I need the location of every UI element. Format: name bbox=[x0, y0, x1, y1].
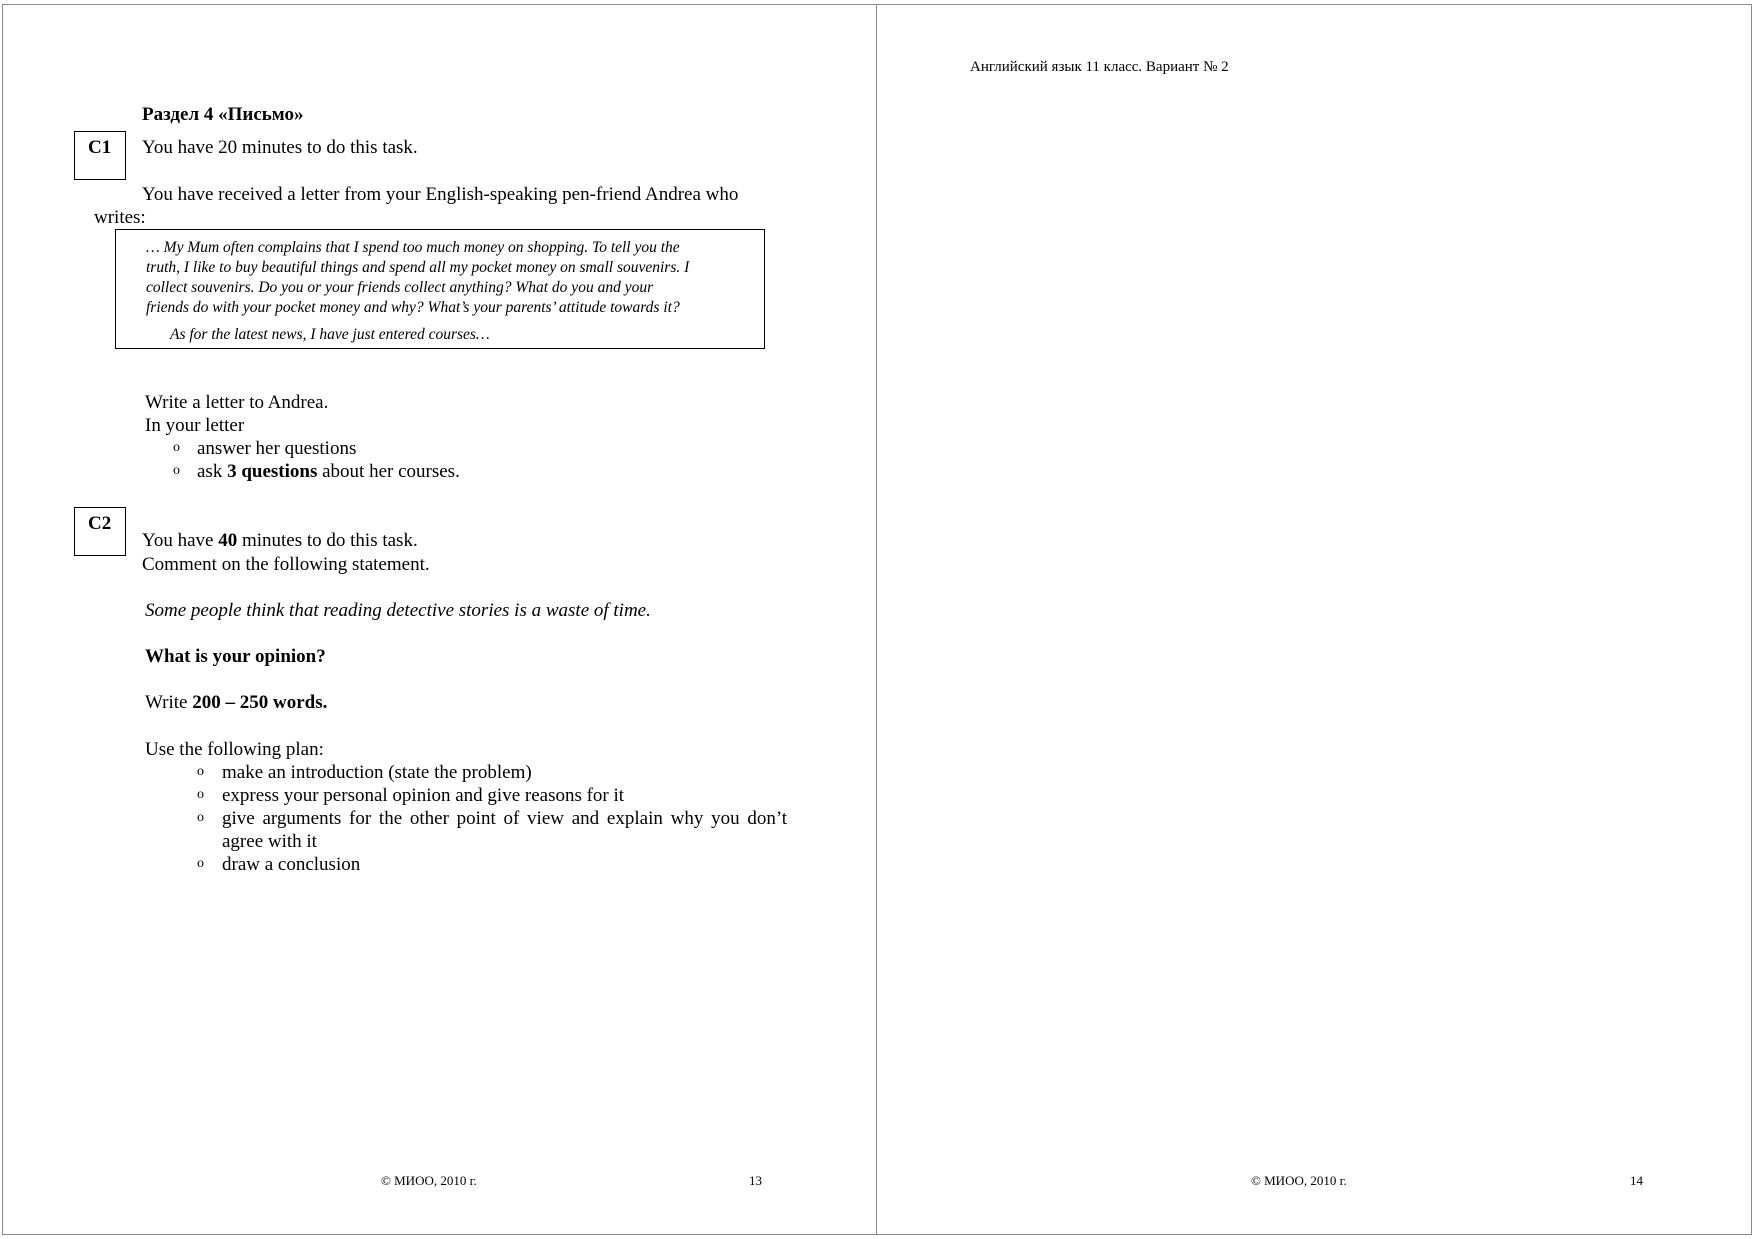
c2-plan-intro: Use the following plan: bbox=[145, 739, 324, 760]
letter-excerpt-box bbox=[115, 229, 765, 349]
letter-last-line: As for the latest news, I have just entered courses… bbox=[170, 326, 490, 343]
plan-item: express your personal opinion and give reasons for it bbox=[222, 785, 625, 806]
bullet-icon: o bbox=[173, 440, 180, 455]
c2-comment: Comment on the following statement. bbox=[142, 554, 430, 575]
page-left bbox=[2, 4, 878, 1235]
bullet-icon: o bbox=[197, 787, 204, 802]
letter-line: friends do with your pocket money and why? What’s your parents’ attitude towards it? bbox=[146, 299, 680, 316]
bullet-icon: o bbox=[197, 764, 204, 779]
c1-intro-line1: You have received a letter from your English-speaking pen-friend Andrea who bbox=[142, 184, 739, 205]
page-number: 13 bbox=[749, 1173, 762, 1188]
section-title: Раздел 4 «Письмо» bbox=[142, 104, 304, 125]
footer-copyright: © МИОО, 2010 г. bbox=[1251, 1173, 1347, 1188]
letter-line: … My Mum often complains that I spend too much money on shopping. To tell you the bbox=[146, 239, 680, 256]
footer-copyright: © МИОО, 2010 г. bbox=[381, 1173, 477, 1188]
c2-question: What is your opinion? bbox=[145, 646, 326, 667]
c1-bullet-2: ask 3 questions about her courses. bbox=[197, 461, 460, 482]
page-number: 14 bbox=[1630, 1173, 1643, 1188]
letter-line: collect souvenirs. Do you or your friends collect anything? What do you and your bbox=[146, 279, 654, 296]
c2-word-count: Write 200 – 250 words. bbox=[145, 692, 328, 713]
plan-item: draw a conclusion bbox=[222, 854, 361, 875]
c1-write-instruction: Write a letter to Andrea. bbox=[145, 392, 329, 413]
c1-time-text: You have 20 minutes to do this task. bbox=[142, 137, 418, 158]
plan-item: make an introduction (state the problem) bbox=[222, 762, 532, 783]
task-c1-label: C1 bbox=[74, 131, 126, 180]
bullet-icon: o bbox=[197, 856, 204, 871]
letter-line: truth, I like to buy beautiful things and spend all my pocket money on small souvenirs. I bbox=[146, 259, 690, 276]
page-right bbox=[876, 4, 1752, 1235]
plan-item: give arguments for the other point of view and explain why you don’t bbox=[222, 808, 788, 829]
bullet-icon: o bbox=[197, 810, 204, 825]
c2-statement: Some people think that reading detective stories is a waste of time. bbox=[145, 600, 651, 621]
bullet-icon: o bbox=[173, 463, 180, 478]
c1-bullet-1: answer her questions bbox=[197, 438, 357, 459]
task-c2-label: C2 bbox=[74, 507, 126, 556]
c1-in-your-letter: In your letter bbox=[145, 415, 245, 436]
c2-time-text: You have 40 minutes to do this task. bbox=[142, 530, 418, 551]
plan-item-continued: agree with it bbox=[222, 831, 317, 852]
page-header: Английский язык 11 класс. Вариант № 2 bbox=[970, 59, 1229, 75]
c1-intro-line2: writes: bbox=[94, 207, 146, 228]
